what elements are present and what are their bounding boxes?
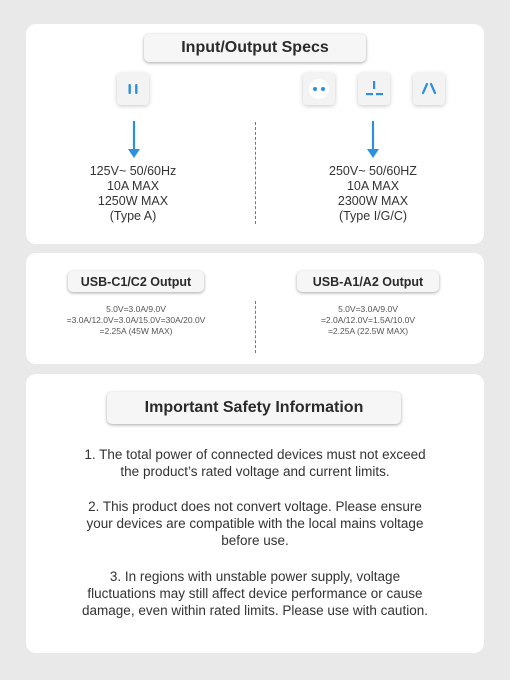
usb-output-card [26,253,484,364]
io-specs-card [26,24,484,244]
spec-line: 10A MAX [106,179,160,193]
usb-a-output-spec [263,304,473,337]
safety-line: the product’s rated voltage and current limits. [120,464,390,479]
type-i-plug-icon [413,73,445,105]
safety-info-card [26,374,484,653]
safety-item-1 [40,446,470,480]
safety-line: 2. This product does not convert voltage. Please ensure [88,499,422,514]
arrow-down-icon [365,121,381,161]
safety-line: fluctuations may still affect device performance or cause [87,586,423,601]
spec-line: (Type A) [109,209,157,223]
column-divider [255,301,256,353]
safety-line: 1. The total power of connected devices must not exceed [84,447,426,462]
spec-line: (Type I/G/C) [338,209,408,223]
safety-line: 3. In regions with unstable power supply, voltage [109,569,401,584]
io-specs-title: Input/Output Specs [144,34,366,62]
type-c-plug-icon [303,73,335,105]
usb-spec-line: =2.25A (45W MAX) [99,326,173,336]
safety-title: Important Safety Information [107,392,401,424]
usb-c-output-spec [31,304,241,337]
safety-line: your devices are compatible with the local mains voltage [86,516,424,531]
usb-spec-line: =2.0A/12.0V=1.5A/10.0V [320,315,416,325]
usb-c-output-title: USB-C1/C2 Output [68,271,204,292]
spec-line: 250V~ 50/60HZ [329,164,417,178]
usb-a-output-title: USB-A1/A2 Output [297,271,439,292]
type-a-plug-icon [117,73,149,105]
usb-spec-line: =2.25A (22.5W MAX) [327,326,409,336]
spec-line: 1250W MAX [97,194,169,208]
spec-line: 10A MAX [346,179,400,193]
spec-line: 125V~ 50/60Hz [89,164,177,178]
input-spec-left [38,164,228,224]
usb-spec-line: 5.0V=3.0A/9.0V [106,304,166,314]
safety-line: damage, even within rated limits. Please use with caution. [82,603,428,618]
safety-line: before use. [221,533,289,548]
column-divider [255,122,256,224]
input-spec-right [278,164,468,224]
usb-spec-line: =3.0A/12.0V=3.0A/15.0V=30A/20.0V [66,315,206,325]
safety-item-2 [40,498,470,549]
arrow-down-icon [126,121,142,161]
spec-line: 2300W MAX [337,194,409,208]
type-g-plug-icon [358,73,390,105]
usb-spec-line: 5.0V=3.0A/9.0V [338,304,398,314]
safety-item-3 [40,568,470,619]
